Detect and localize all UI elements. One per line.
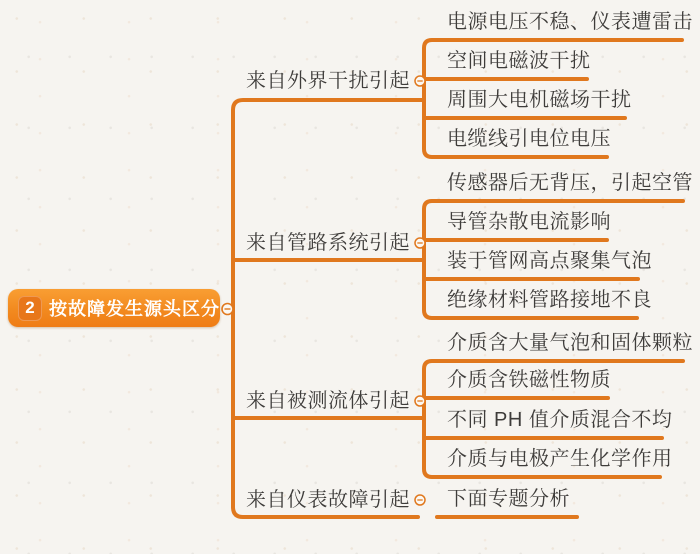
root-topic-label: 按故障发生源头区分 <box>49 299 220 319</box>
root-topic-node[interactable] <box>8 289 220 327</box>
branch4-node[interactable]: 来自仪表故障引起 <box>246 489 410 511</box>
child-node[interactable]: 电缆线引电位电压 <box>447 128 611 150</box>
child-node[interactable]: 绝缘材料管路接地不良 <box>447 289 652 311</box>
child-node[interactable]: 介质含铁磁性物质 <box>447 369 611 391</box>
child-node[interactable]: 不同 PH 值介质混合不均 <box>447 409 673 431</box>
child-node[interactable]: 导管杂散电流影响 <box>447 211 611 233</box>
branch3-collapse-button[interactable] <box>415 396 425 406</box>
branch2-node[interactable]: 来自管路系统引起 <box>246 232 410 254</box>
child-node[interactable]: 传感器后无背压，引起空管 <box>447 172 693 194</box>
root-collapse-button[interactable] <box>222 304 233 315</box>
trunk-connector <box>233 100 423 517</box>
child-node[interactable]: 介质与电极产生化学作用 <box>447 448 673 470</box>
child-node[interactable]: 周围大电机磁场干扰 <box>447 89 632 111</box>
branch3-node[interactable]: 来自被测流体引起 <box>246 390 410 412</box>
child-node[interactable]: 下面专题分析 <box>447 488 570 510</box>
child-node[interactable]: 电源电压不稳、仪表遭雷击 <box>447 11 693 33</box>
root-number-badge: 2 <box>18 296 42 321</box>
child-node[interactable]: 空间电磁波干扰 <box>447 50 591 72</box>
child-node[interactable]: 介质含大量气泡和固体颗粒 <box>447 332 693 354</box>
branch2-collapse-button[interactable] <box>415 238 425 248</box>
child-node[interactable]: 装于管网高点聚集气泡 <box>447 250 652 272</box>
branch4-collapse-button[interactable] <box>415 495 425 505</box>
branch1-collapse-button[interactable] <box>415 76 425 86</box>
branch1-node[interactable]: 来自外界干扰引起 <box>246 70 410 92</box>
